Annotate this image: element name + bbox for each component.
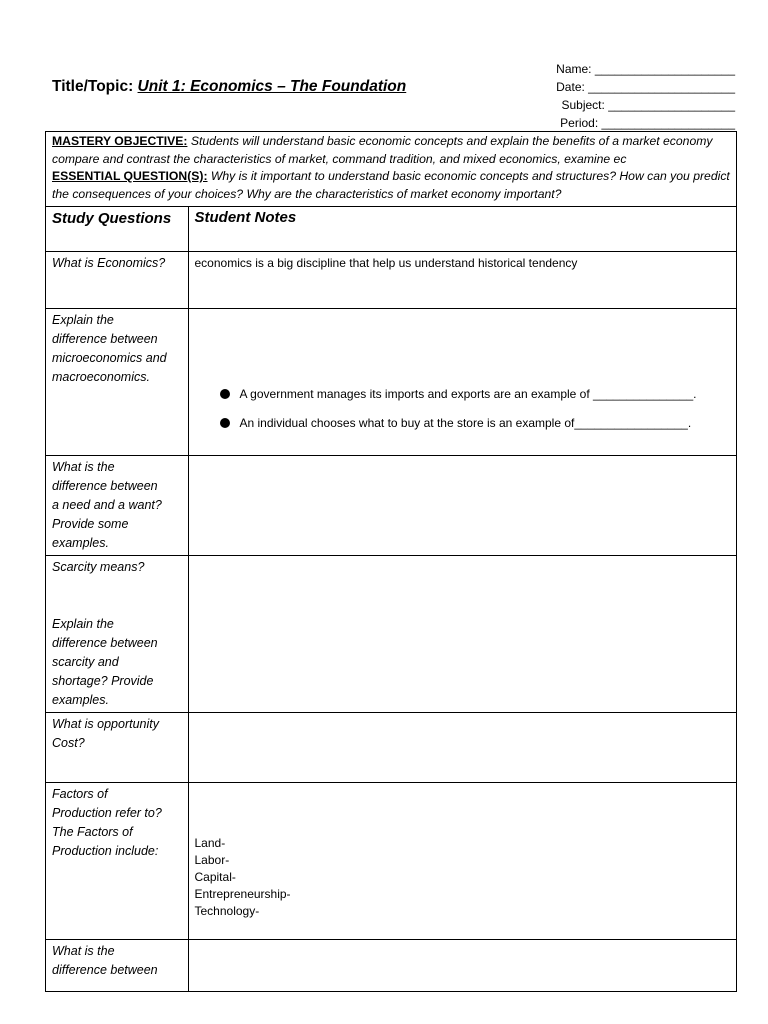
subject-field[interactable]: Subject: ___________________ [561,98,735,112]
student-note-cell[interactable] [188,251,736,308]
student-note-cell[interactable] [188,455,736,555]
list-item: Technology- [194,903,260,918]
bullet-list [195,386,731,432]
table-row [46,712,736,782]
date-field[interactable]: Date: ______________________ [556,80,735,94]
student-note-cell[interactable] [188,308,736,455]
table-row [46,308,736,455]
mastery-objective-text: Students will understand basic economic concepts and explain the benefits of a market economy compare and contrast the characteristics of market, command tradition, and mixed economics, examine ec [52,134,713,166]
table-row [46,939,736,991]
student-note-cell[interactable] [188,939,736,991]
period-field[interactable]: Period: ____________________ [560,116,735,130]
essential-question-label: ESSENTIAL QUESTION(S): [52,169,208,183]
notes-sheet [45,131,737,992]
list-item: A government manages its imports and exports are an example of _______________. [195,386,731,403]
list-item: An individual chooses what to buy at the store is an example of_________________. [195,415,731,432]
table-header-row [46,207,736,251]
factors-list [195,835,731,920]
table-row [46,251,736,308]
list-item: Entrepreneurship- [194,886,291,901]
study-question: What is the difference between a need and a want? Provide some examples. [46,455,188,555]
list-item: Capital- [194,869,236,884]
objective-box [46,132,736,207]
study-question: Scarcity means? Explain the difference between scarcity and shortage? Provide examples. [46,555,188,712]
page-title [52,78,406,96]
study-question: What is Economics? [46,251,188,308]
study-question: Explain the difference between microeconomics and macroeconomics. [46,308,188,455]
name-field[interactable]: Name: _____________________ [556,62,735,76]
list-item: Land- [194,835,226,850]
title-label: Title/Topic: [52,78,138,95]
essential-question-text: Why is it important to understand basic economic concepts and structures? How can you predict the consequences of your choices? Why are the characteristics of market economy important? [52,169,730,201]
student-note-cell[interactable] [188,555,736,712]
study-question: Factors of Production refer to? The Factors of Production include: [46,782,188,939]
student-note-text: economics is a big discipline that help us understand historical tendency [194,255,578,270]
col-header-notes: Student Notes [194,209,297,226]
study-table [46,207,736,991]
student-note-cell[interactable] [188,782,736,939]
list-item: Labor- [194,852,230,867]
table-row [46,555,736,712]
title-topic: Unit 1: Economics – The Foundation [137,78,407,95]
table-row [46,782,736,939]
student-info-fields [530,60,735,132]
study-question: What is the difference between [46,939,188,991]
col-header-questions: Study Questions [46,207,188,251]
mastery-objective-label: MASTERY OBJECTIVE: [52,134,188,148]
student-note-cell[interactable] [188,712,736,782]
study-question: What is opportunity Cost? [46,712,188,782]
table-row [46,455,736,555]
